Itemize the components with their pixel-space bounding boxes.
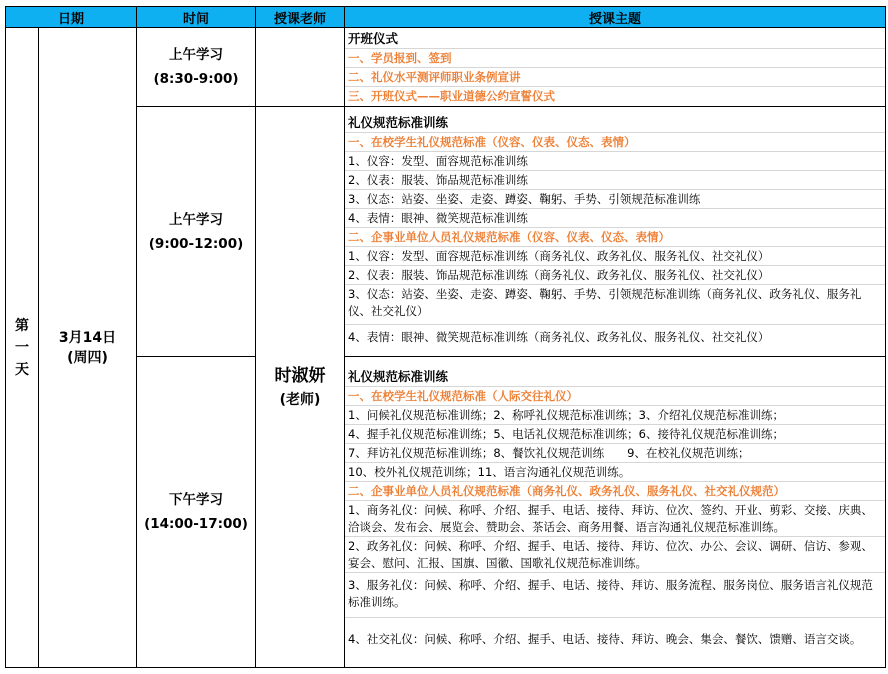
session-time: (14:00-17:00) [144,516,248,532]
topic-item: 3、仪态：站姿、坐姿、走姿、蹲姿、鞠躬、手势、引领规范标准训练（商务礼仪、政务礼仪、服务礼仪、社交礼仪） [345,285,885,325]
topic-cell [345,107,886,357]
topic-item: 4、社交礼仪：问候、称呼、介绍、握手、电话、接待、拜访、晚会、集会、餐饮、馈赠、语言交谈。 [348,632,862,646]
topic-item: 4、表情：眼神、微笑规范标准训练 [345,209,885,228]
session-row [6,357,886,668]
session-cell [137,28,256,107]
topic-item: 1、问候礼仪规范标准训练；2、称呼礼仪规范标准训练；3、介绍礼仪规范标准训练； [345,406,885,425]
topic-cell [345,28,886,107]
session-cell [137,357,256,668]
topic-title: 礼仪规范标准训练 [345,368,885,387]
teacher-blank-cell [256,28,345,107]
topic-item: 7、拜访礼仪规范标准训练；8、餐饮礼仪规范训练 9、在校礼仪规范训练； [345,444,885,463]
header-date: 日期 [6,7,137,28]
day-label-char: 天 [15,361,29,378]
session-time: (9:00-12:00) [148,235,244,252]
topic-section: 二、企事业单位人员礼仪规范标准（商务礼仪、政务礼仪、服务礼仪、社交礼仪规范） [345,482,885,501]
date-text: 3月14日 [58,329,117,346]
day-label-char: 一 [15,339,29,356]
topic-section: 一、在校学生礼仪规范标准（人际交往礼仪） [345,387,885,406]
session-time: (8:30-9:00) [153,71,239,87]
session-name: 上午学习 [169,47,224,63]
teacher-name: 时淑妍 [274,366,326,386]
header-row [6,7,886,28]
schedule-table [5,6,886,668]
teacher-title: (老师) [279,392,321,408]
session-name: 下午学习 [169,492,224,508]
topic-item: 2、仪表：服装、饰品规范标准训练（商务礼仪、政务礼仪、服务礼仪、社交礼仪） [345,266,885,285]
topic-item: 1、仪容：发型、面容规范标准训练（商务礼仪、政务礼仪、服务礼仪、社交礼仪） [345,247,885,266]
topic-item: 1、商务礼仪：问候、称呼、介绍、握手、电话、接待、拜访、位次、签约、开业、剪彩、交接、庆典、洽谈会、发布会、展览会、赞助会、茶话会、商务用餐、语言沟通礼仪规范标准训练。 [345,501,885,537]
topic-section: 一、在校学生礼仪规范标准（仪容、仪表、仪态、表情） [345,133,885,152]
date-cell [39,28,137,668]
topic-line: 三、开班仪式——职业道德公约宣誓仪式 [348,88,556,103]
topic-title: 开班仪式 [345,30,885,49]
topic-item: 2、仪表：服装、饰品规范标准训练 [345,171,885,190]
topic-item: 4、表情：眼神、微笑规范标准训练（商务礼仪、政务礼仪、服务礼仪、社交礼仪） [348,330,770,344]
topic-title: 礼仪规范标准训练 [345,114,885,133]
topic-item: 10、校外礼仪规范训练；11、语言沟通礼仪规范训练。 [345,463,885,482]
header-teacher: 授课老师 [256,7,345,28]
header-topic: 授课主题 [345,7,886,28]
day-label-cell [6,28,39,668]
topic-line: 一、学员报到、签到 [345,49,885,68]
topic-cell [345,357,886,668]
topic-section: 二、企事业单位人员礼仪规范标准（仪容、仪表、仪态、表情） [345,228,885,247]
session-row [6,28,886,107]
topic-item: 1、仪容：发型、面容规范标准训练 [345,152,885,171]
session-name: 上午学习 [169,211,224,228]
header-time: 时间 [137,7,256,28]
session-cell [137,107,256,357]
topic-item: 2、政务礼仪：问候、称呼、介绍、握手、电话、接待、拜访、位次、办公、会议、调研、信访、参观、宴会、慰问、汇报、国旗、国徽、国歌礼仪规范标准训练。 [345,537,885,573]
session-row [6,107,886,357]
topic-item: 3、服务礼仪：问候、称呼、介绍、握手、电话、接待、拜访、服务流程、服务岗位、服务语言礼仪规范标准训练。 [345,573,885,618]
topic-item: 3、仪态：站姿、坐姿、走姿、蹲姿、鞠躬、手势、引领规范标准训练 [345,190,885,209]
topic-item: 4、握手礼仪规范标准训练；5、电话礼仪规范标准训练；6、接待礼仪规范标准训练； [345,425,885,444]
weekday-text: (周四) [67,349,108,366]
day-label-char: 第 [15,317,29,334]
teacher-cell [256,107,345,668]
topic-line: 二、礼仪水平测评师职业条例宣讲 [345,68,885,87]
